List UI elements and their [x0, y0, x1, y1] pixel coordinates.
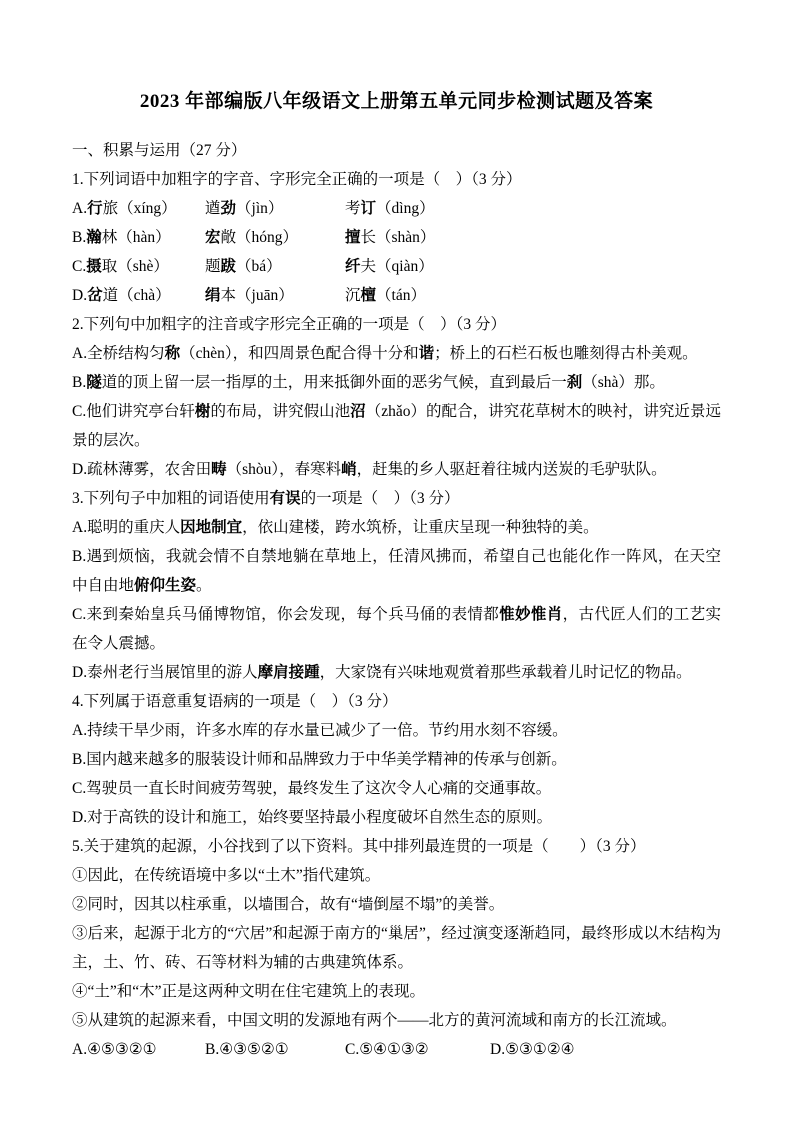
text-run: ②同时，因其以柱承重，以墙围合，故有“墙倒屋不塌”的美誉。 [72, 896, 505, 913]
text-run: A. [72, 200, 88, 217]
text-run: 的布局，讲究假山池 [210, 403, 351, 420]
option-cell [345, 252, 490, 281]
document-body [72, 136, 721, 1064]
paragraph [72, 542, 721, 600]
text-run: A.全桥结构匀 [72, 345, 165, 362]
text-run: （dìng） [376, 200, 435, 217]
paragraph [72, 310, 721, 339]
option-cell [205, 281, 345, 310]
option-cell [345, 281, 490, 310]
text-run: 一、积累与运用（27 分） [72, 142, 247, 159]
text-run: C.驾驶员一直长时间疲劳驾驶，最终发生了这次令人心痛的交通事故。 [72, 780, 552, 797]
text-run: ，依山建楼，跨水筑桥，让重庆呈现一种独特的美。 [242, 519, 599, 536]
text-run: C. [72, 258, 87, 275]
bold-text: 摄 [86, 258, 102, 275]
option-cell [345, 223, 490, 252]
text-run: ，古代匠人们的工艺实在令人震撼。 [72, 606, 721, 652]
text-run: 本（juān） [220, 287, 294, 304]
paragraph [72, 919, 721, 977]
text-run: 敞（hóng） [220, 229, 299, 246]
option-row [72, 194, 721, 223]
paragraph [72, 600, 721, 658]
text-run: （chèn），和四周景色配合得十分和 [180, 345, 419, 362]
text-run: D.疏林薄雾，农舍田 [72, 461, 212, 478]
option-row [72, 252, 721, 281]
bold-text: 峭 [341, 461, 357, 478]
text-run: （jìn） [236, 200, 284, 217]
bold-text: 绢 [205, 287, 221, 304]
text-run: C.来到秦始皇兵马俑博物馆，你会发现，每个兵马俑的表情都 [72, 606, 500, 623]
text-run: 取（shè） [101, 258, 169, 275]
text-run: 1.下列词语中加粗字的字音、字形完全正确的一项是（ ）（3 分） [72, 171, 522, 188]
paragraph [72, 832, 721, 861]
text-run: B. [72, 229, 87, 246]
option-cell [345, 1035, 490, 1064]
paragraph [72, 368, 721, 397]
text-run: 5.关于建筑的起源，小谷找到了以下资料。其中排列最连贯的一项是（ ）（3 分） [72, 838, 646, 855]
option-cell [72, 281, 205, 310]
text-run: 道的顶上留一层一指厚的土，用来抵御外面的恶劣气候，直到最后一 [101, 374, 567, 391]
page-title: 2023 年部编版八年级语文上册第五单元同步检测试题及答案 [139, 91, 654, 112]
option-cell [205, 252, 345, 281]
option-cell [72, 252, 205, 281]
text-run: ①因此，在传统语境中多以“土木”指代建筑。 [72, 867, 381, 884]
bold-text: 岔 [87, 287, 103, 304]
option-row [72, 223, 721, 252]
text-run: 题 [205, 258, 221, 275]
bold-text: 擅 [345, 229, 361, 246]
bold-text: 纤 [345, 258, 361, 275]
text-run: 。 [196, 577, 212, 594]
paragraph [72, 513, 721, 542]
paragraph [72, 136, 721, 165]
bold-text: 谐 [418, 345, 435, 362]
option-row [72, 1035, 721, 1064]
option-cell [205, 223, 345, 252]
text-run: A.聪明的重庆人 [72, 519, 181, 536]
text-run: B. [72, 374, 87, 391]
bold-text: 畴 [211, 461, 227, 478]
text-run: 遒 [205, 200, 221, 217]
text-run: A.④⑤③②① [72, 1041, 157, 1058]
text-run: B.国内越来越多的服装设计师和品牌致力于中华美学精神的传承与创新。 [72, 751, 567, 768]
text-run: 3.下列句子中加粗的词语使用 [72, 490, 270, 507]
bold-text: 跋 [220, 258, 237, 275]
bold-text: 瀚 [86, 229, 102, 246]
bold-text: 俯仰生姿 [134, 577, 197, 594]
paragraph [72, 165, 721, 194]
text-run: C.⑤④①③② [345, 1041, 429, 1058]
bold-text: 劲 [220, 200, 237, 217]
text-run: （zhǎo）的配合，讲究花草树木的映衬，讲究近景远景的层次。 [72, 403, 721, 449]
text-run: D.对于高铁的设计和施工，始终要坚持最小程度破坏自然生态的原则。 [72, 809, 553, 826]
option-cell [490, 1035, 721, 1064]
option-cell [205, 1035, 345, 1064]
text-run: 4.下列属于语意重复语病的一项是（ ）（3 分） [72, 693, 398, 710]
text-run: A.持续干旱少雨，许多水库的存水量已减少了一倍。节约用水刻不容缓。 [72, 722, 568, 739]
paragraph [72, 397, 721, 455]
bold-text: 沼 [350, 403, 366, 420]
text-run: D. [72, 287, 88, 304]
bold-text: 榭 [194, 403, 211, 420]
bold-text: 称 [164, 345, 181, 362]
paragraph [72, 716, 721, 745]
text-run: C.他们讲究亭台轩 [72, 403, 195, 420]
text-run: 沉 [345, 287, 361, 304]
text-run: D.泰州老行当展馆里的游人 [72, 664, 258, 681]
text-run: （shà）那。 [582, 374, 665, 391]
option-cell [72, 194, 205, 223]
text-run: ④“土”和“木”正是这两种文明在住宅建筑上的表现。 [72, 983, 426, 1000]
paragraph [72, 339, 721, 368]
text-run: （shòu），春寒料 [226, 461, 342, 478]
option-row [72, 281, 721, 310]
option-cell [345, 194, 490, 223]
paragraph [72, 890, 721, 919]
text-run: D.⑤③①②④ [490, 1041, 575, 1058]
text-run: （tán） [376, 287, 426, 304]
bold-text: 惟妙惟肖 [499, 606, 563, 623]
bold-text: 摩肩接踵 [257, 664, 320, 681]
bold-text: 刹 [566, 374, 583, 391]
text-run: （bá） [236, 258, 282, 275]
paragraph [72, 455, 721, 484]
text-run: B.遇到烦恼，我就会情不自禁地躺在草地上，任清风拂而，希望自己也能化作一阵风，在天空中自由地 [72, 548, 721, 594]
bold-text: 行 [87, 200, 103, 217]
text-run: 夫（qiàn） [360, 258, 434, 275]
bold-text: 订 [360, 200, 377, 217]
bold-text: 宏 [205, 229, 221, 246]
bold-text: 檀 [360, 287, 377, 304]
bold-text: 有误 [269, 490, 301, 507]
text-run: ，大家饶有兴味地观赏着那些承载着儿时记忆的物品。 [319, 664, 692, 681]
bold-text: 隧 [86, 374, 102, 391]
text-run: ；桥上的石栏石板也雕刻得古朴美观。 [434, 345, 698, 362]
option-cell [72, 223, 205, 252]
paragraph [72, 803, 721, 832]
text-run: ⑤从建筑的起源来看，中国文明的发源地有两个——北方的黄河流域和南方的长江流域。 [72, 1012, 677, 1029]
text-run: B.④③⑤②① [205, 1041, 289, 1058]
text-run: 的一项是（ ）（3 分） [300, 490, 460, 507]
paragraph [72, 687, 721, 716]
paragraph [72, 774, 721, 803]
option-cell [72, 1035, 205, 1064]
paragraph [72, 1006, 721, 1035]
text-run: 考 [345, 200, 361, 217]
text-run: 旅（xíng） [102, 200, 177, 217]
paragraph [72, 861, 721, 890]
text-run: ③后来，起源于北方的“穴居”和起源于南方的“巢居”，经过演变逐渐趋同，最终形成以木结构为主，土、竹、砖、石等材料为辅的古典建筑体系。 [72, 925, 721, 971]
bold-text: 因地制宜 [180, 519, 243, 536]
option-cell [205, 194, 345, 223]
text-run: 林（hàn） [101, 229, 171, 246]
text-run: 2.下列句中加粗字的注音或字形完全正确的一项是（ ）（3 分） [72, 316, 507, 333]
paragraph [72, 745, 721, 774]
text-run: 道（chà） [102, 287, 171, 304]
paragraph [72, 658, 721, 687]
paragraph [72, 484, 721, 513]
text-run: 长（shàn） [360, 229, 436, 246]
text-run: ，赶集的乡人驱赶着往城内送炭的毛驴驮队。 [356, 461, 667, 478]
paragraph [72, 977, 721, 1006]
